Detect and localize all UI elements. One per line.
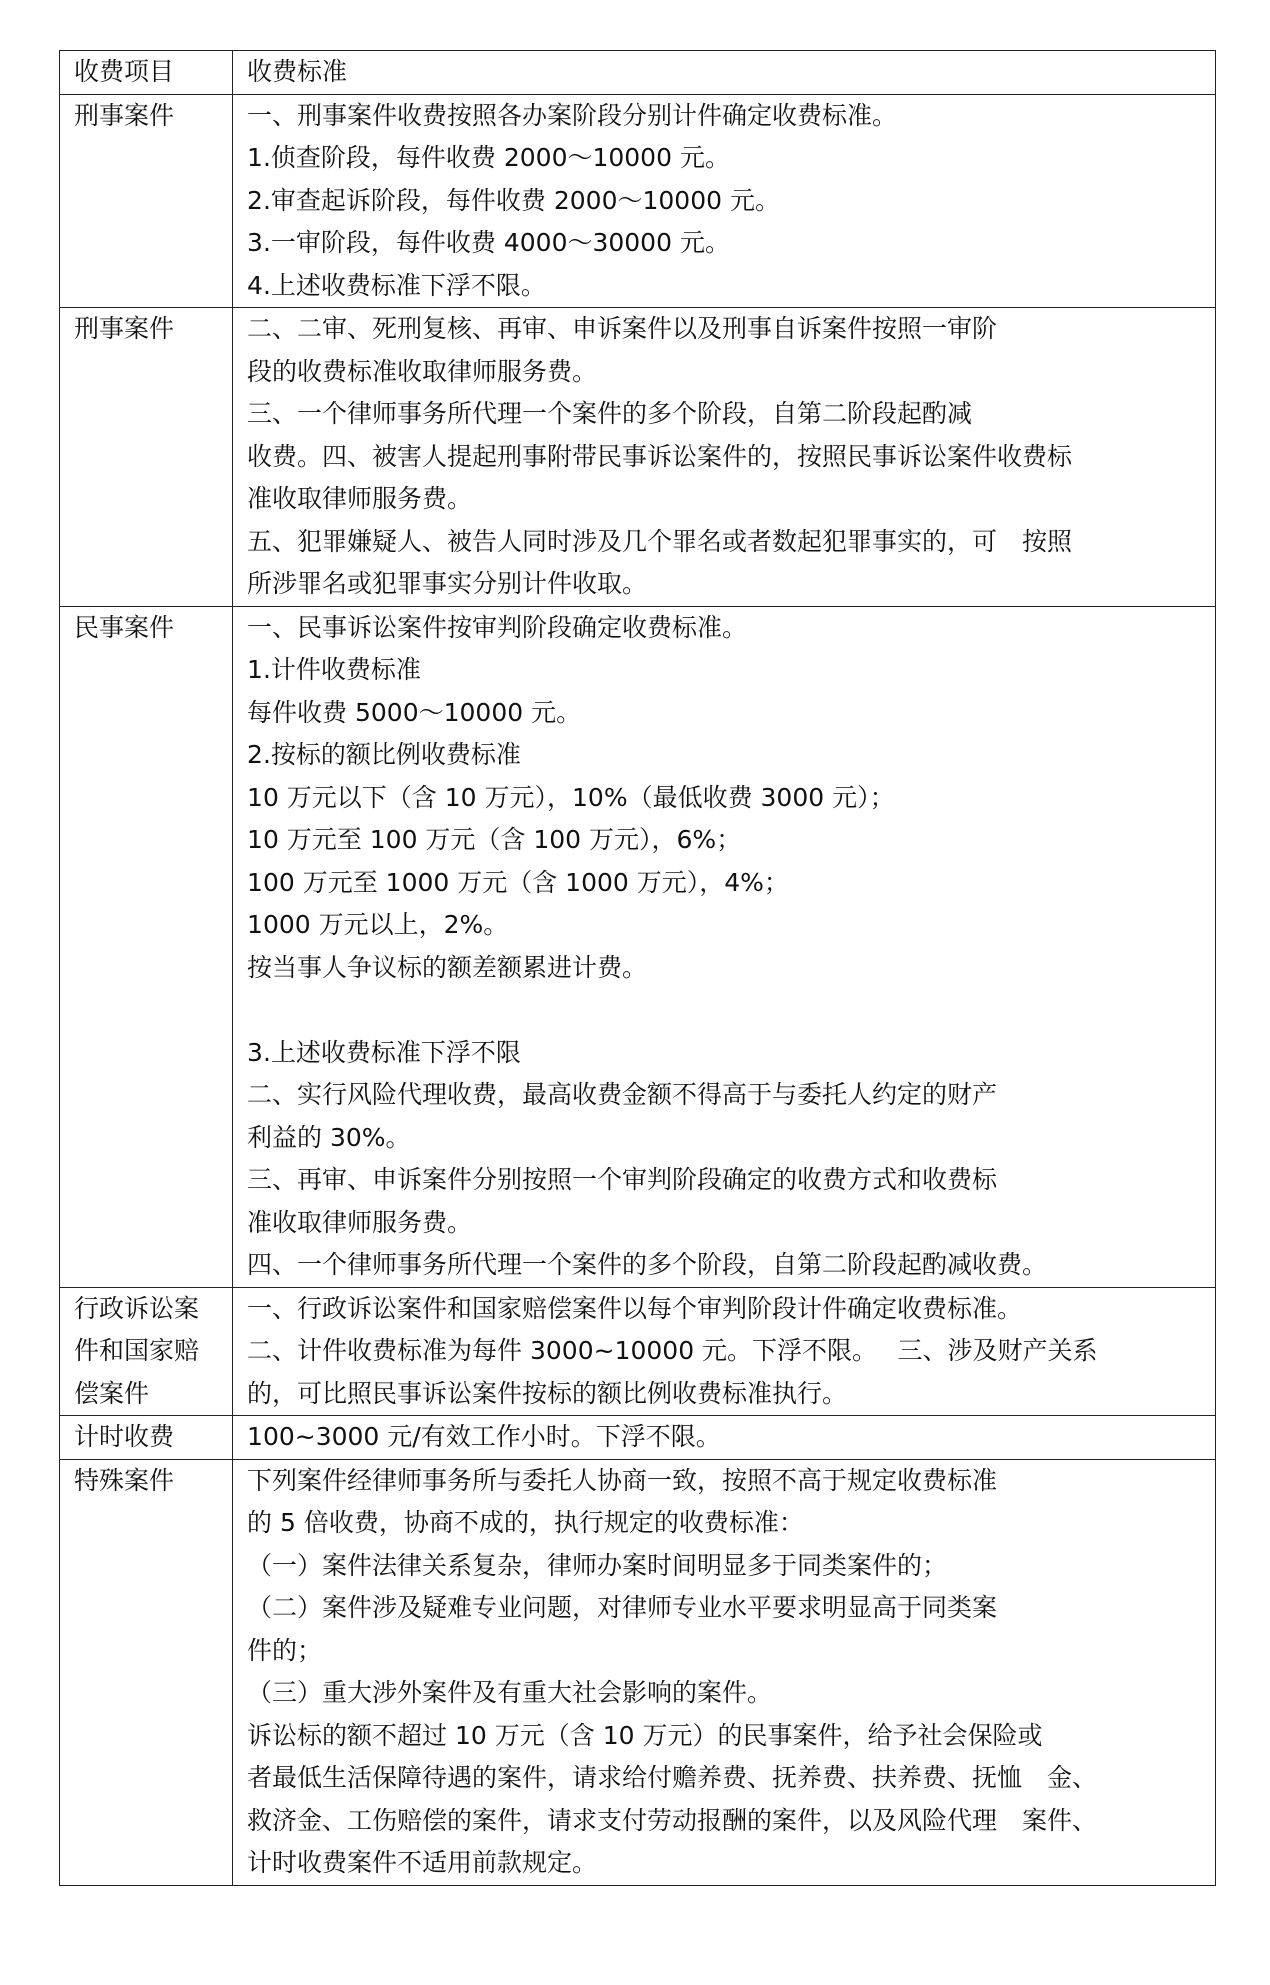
fee-item-label: 行政诉讼案 — [74, 1293, 200, 1323]
table-row — [60, 606, 1216, 1287]
fee-standard-line: 所涉罪名或犯罪事实分别计件收取。 — [247, 569, 648, 598]
fee-standard-line: 2.按标的额比例收费标准 — [247, 740, 521, 769]
fee-item-cell — [60, 1416, 233, 1460]
fee-item-cell — [60, 308, 233, 607]
fee-standard-line: 一、民事诉讼案件按审判阶段确定收费标准。 — [247, 612, 748, 642]
fee-item-label: 计时收费 — [74, 1422, 175, 1451]
fee-standard-cell — [233, 1416, 1216, 1460]
fee-standard-table — [59, 50, 1216, 1886]
fee-item-label: 民事案件 — [74, 612, 175, 642]
fee-standard-line: 一、行政诉讼案件和国家赔偿案件以每个审判阶段计件确定收费标准。 — [247, 1293, 1023, 1323]
fee-standard-line: 1.计件收费标准 — [247, 655, 421, 684]
fee-standard-line: 每件收费 5000～10000 元。 — [247, 697, 582, 727]
fee-item-label: 件和国家赔 — [74, 1336, 200, 1365]
fee-standard-line: 3.一审阶段，每件收费 4000～30000 元。 — [247, 228, 730, 257]
fee-standard-line: 准收取律师服务费。 — [247, 1207, 473, 1237]
fee-item-label: 特殊案件 — [74, 1465, 175, 1495]
fee-standard-line: 10 万元至 100 万元（含 100 万元），6%； — [247, 825, 742, 854]
fee-standard-line: 3.上述收费标准下浮不限 — [247, 1037, 521, 1067]
fee-standard-line: 按当事人争议标的额差额累进计费。 — [247, 952, 648, 982]
fee-standard-cell — [233, 94, 1216, 308]
fee-standard-line: 二、二审、死刑复核、再审、申诉案件以及刑事自诉案件按照一审阶 — [247, 314, 998, 343]
fee-standard-line: 利益的 30%。 — [247, 1122, 411, 1152]
fee-standard-line: 一、刑事案件收费按照各办案阶段分别计件确定收费标准。 — [247, 100, 898, 130]
fee-standard-line: 段的收费标准收取律师服务费。 — [247, 356, 598, 386]
fee-standard-cell — [233, 308, 1216, 607]
table-row — [60, 1459, 1216, 1885]
fee-standard-line: 诉讼标的额不超过 10 万元（含 10 万元）的民事案件，给予社会保险或 — [247, 1720, 1043, 1750]
header-standard: 收费标准 — [233, 51, 1216, 95]
fee-standard-line: 4.上述收费标准下浮不限。 — [247, 270, 546, 300]
fee-standard-line: 准收取律师服务费。 — [247, 484, 473, 513]
fee-standard-line: （三）重大涉外案件及有重大社会影响的案件。 — [247, 1678, 773, 1707]
fee-standard-line: 件的； — [247, 1635, 323, 1665]
fee-standard-line: 的，可比照民事诉讼案件按标的额比例收费标准执行。 — [247, 1378, 848, 1408]
fee-item-cell — [60, 1459, 233, 1885]
fee-standard-line: 的 5 倍收费，协商不成的，执行规定的收费标准： — [247, 1508, 804, 1537]
fee-standard-line: 100 万元至 1000 万元（含 1000 万元），4%； — [247, 867, 789, 897]
table-row — [60, 308, 1216, 607]
fee-standard-line: 计时收费案件不适用前款规定。 — [247, 1848, 598, 1877]
fee-standard-line: 100~3000 元/有效工作小时。下浮不限。 — [247, 1422, 721, 1451]
table-row — [60, 1416, 1216, 1460]
fee-item-label: 偿案件 — [74, 1378, 150, 1408]
table-row — [60, 94, 1216, 308]
table-header-row — [60, 51, 1216, 95]
fee-standard-line: 1.侦查阶段，每件收费 2000～10000 元。 — [247, 143, 730, 172]
fee-standard-line: 三、一个律师事务所代理一个案件的多个阶段，自第二阶段起酌减 — [247, 399, 973, 428]
fee-standard-line: 2.审查起诉阶段，每件收费 2000～10000 元。 — [247, 185, 780, 215]
blank-line — [247, 989, 1207, 1032]
fee-standard-line: 1000 万元以上，2%。 — [247, 910, 509, 939]
fee-standard-line: 二、计件收费标准为每件 3000~10000 元。下浮不限。 三、涉及财产关系 — [247, 1336, 1098, 1365]
fee-standard-line: 四、一个律师事务所代理一个案件的多个阶段，自第二阶段起酌减收费。 — [247, 1250, 1048, 1279]
fee-standard-line: 三、再审、申诉案件分别按照一个审判阶段确定的收费方式和收费标 — [247, 1165, 998, 1194]
fee-item-cell — [60, 606, 233, 1287]
fee-standard-line: 救济金、工伤赔偿的案件，请求支付劳动报酬的案件，以及风险代理 案件、 — [247, 1805, 1098, 1835]
fee-standard-line: （二）案件涉及疑难专业问题，对律师专业水平要求明显高于同类案 — [247, 1593, 998, 1622]
fee-item-label: 刑事案件 — [74, 314, 175, 343]
header-item: 收费项目 — [60, 51, 233, 95]
fee-standard-cell — [233, 606, 1216, 1287]
fee-item-cell — [60, 94, 233, 308]
fee-standard-line: 五、犯罪嫌疑人、被告人同时涉及几个罪名或者数起犯罪事实的，可 按照 — [247, 526, 1073, 556]
fee-item-label: 刑事案件 — [74, 100, 175, 130]
fee-standard-cell — [233, 1459, 1216, 1885]
fee-standard-cell — [233, 1287, 1216, 1416]
fee-item-cell — [60, 1287, 233, 1416]
fee-standard-line: 下列案件经律师事务所与委托人协商一致，按照不高于规定收费标准 — [247, 1465, 998, 1495]
fee-standard-line: 者最低生活保障待遇的案件，请求给付赡养费、抚养费、扶养费、抚恤 金、 — [247, 1763, 1098, 1792]
table-row — [60, 1287, 1216, 1416]
fee-standard-line: （一）案件法律关系复杂，律师办案时间明显多于同类案件的； — [247, 1550, 948, 1580]
fee-standard-line: 二、实行风险代理收费，最高收费金额不得高于与委托人约定的财产 — [247, 1080, 998, 1109]
fee-standard-line: 10 万元以下（含 10 万元），10%（最低收费 3000 元）； — [247, 782, 895, 812]
fee-standard-line: 收费。四、被害人提起刑事附带民事诉讼案件的，按照民事诉讼案件收费标 — [247, 441, 1073, 471]
